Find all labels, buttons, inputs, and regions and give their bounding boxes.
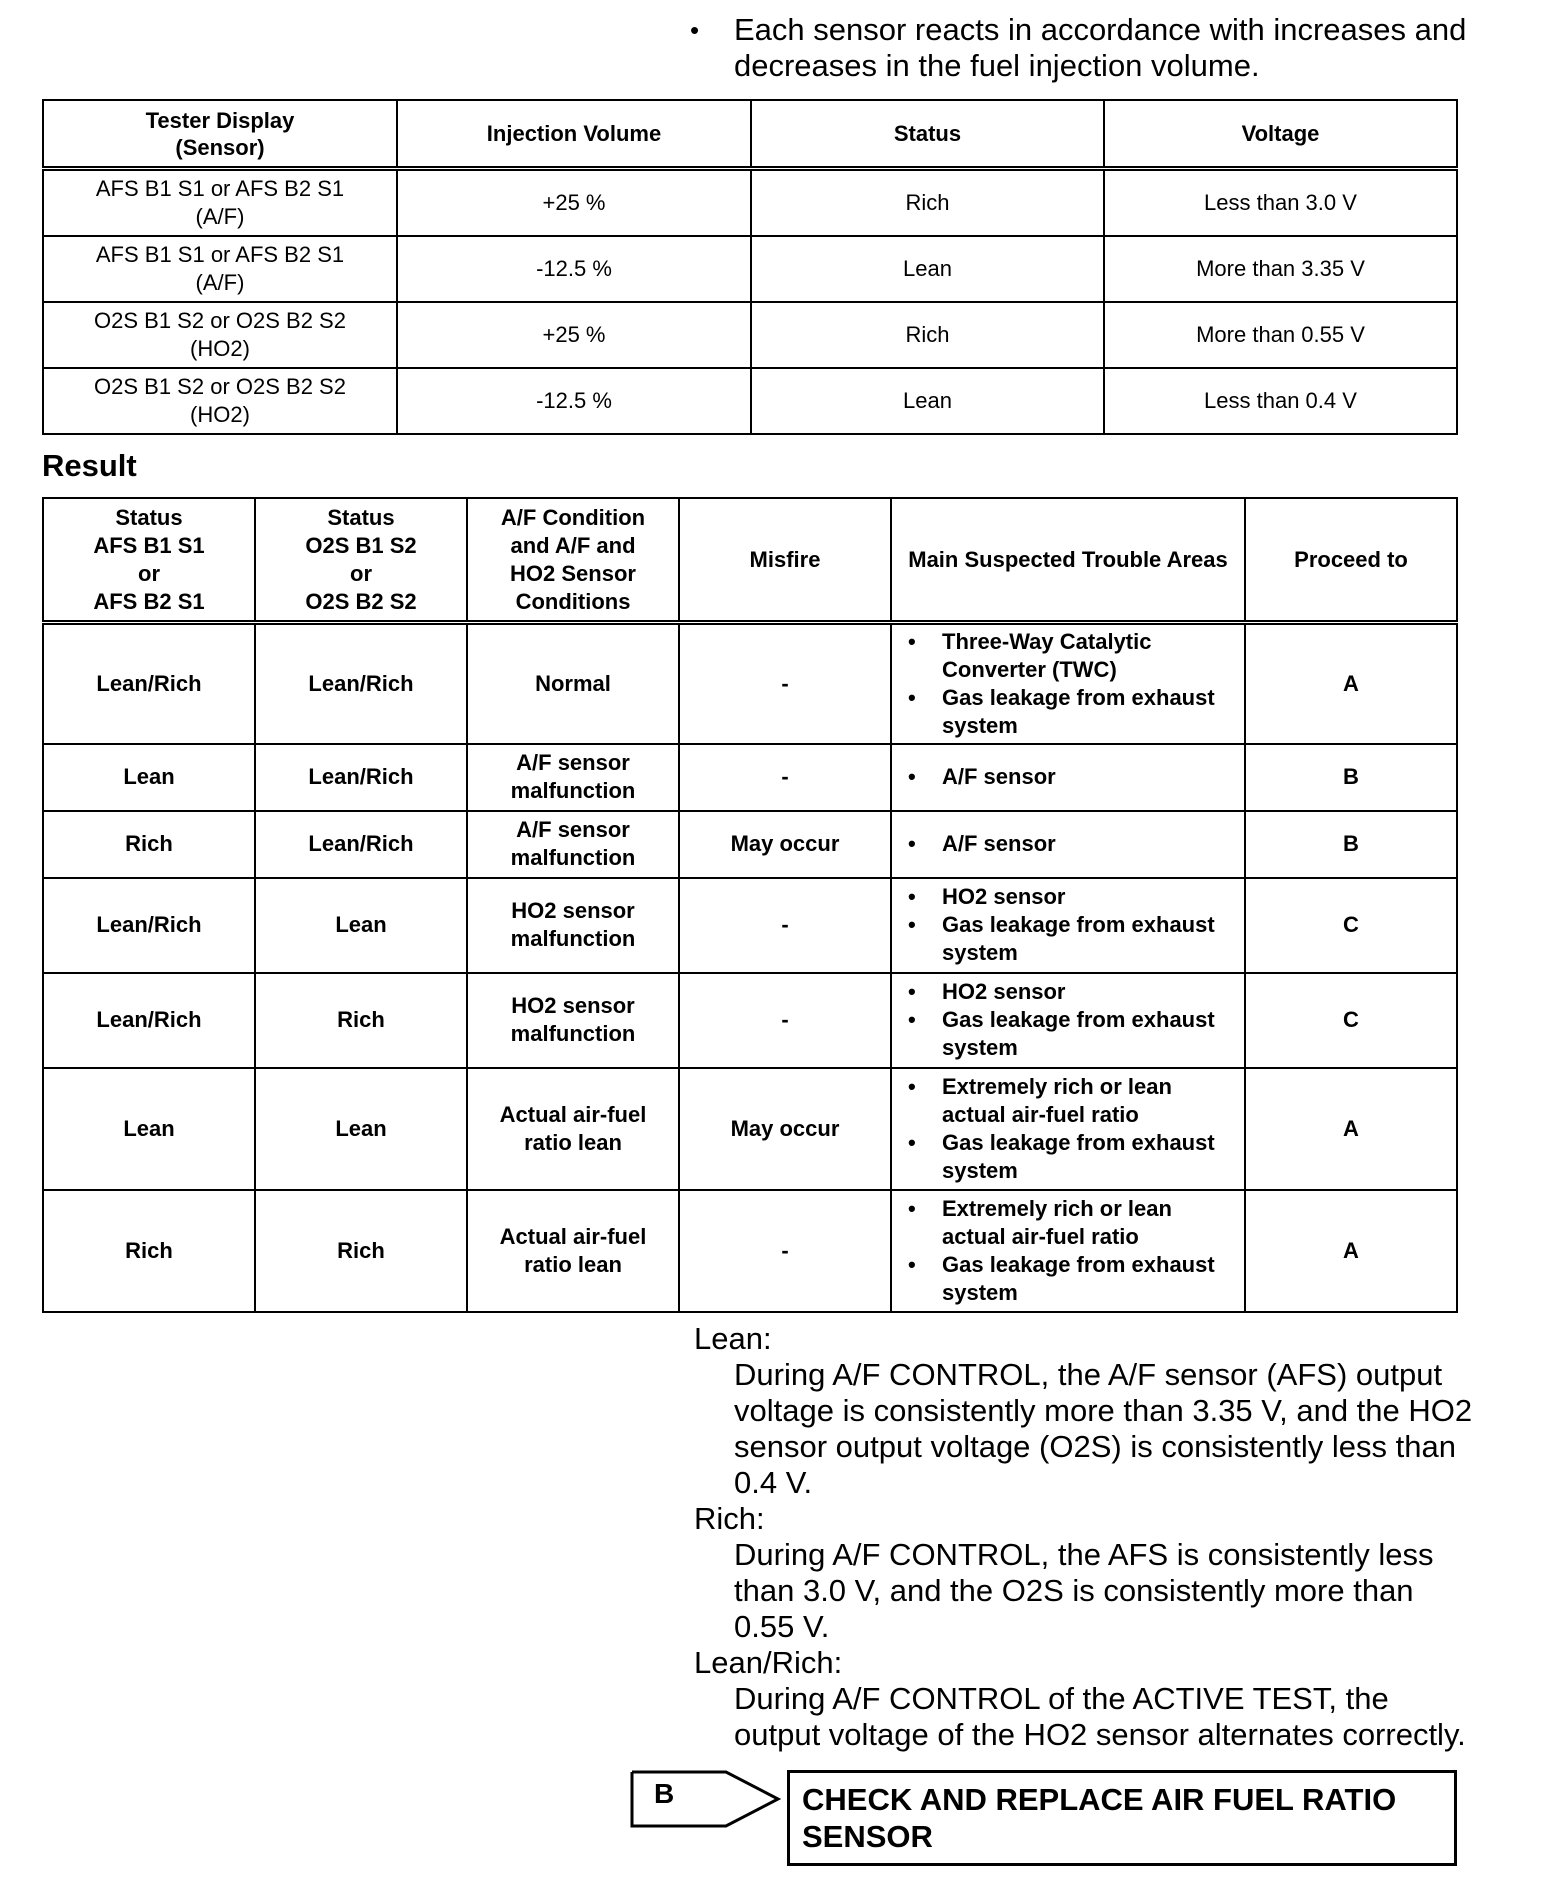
table-row: [43, 744, 1457, 811]
status-cell: Rich: [751, 302, 1104, 368]
proceed-cell: C: [1245, 878, 1457, 973]
misfire-cell: May occur: [679, 811, 891, 878]
proceed-cell: A: [1245, 1068, 1457, 1190]
misfire-cell: -: [679, 623, 891, 744]
header-injection-volume: Injection Volume: [397, 100, 751, 169]
afs-status-cell: Lean: [43, 1068, 255, 1190]
injection-cell: -12.5 %: [397, 236, 751, 302]
sensor-cell: O2S B1 S2 or O2S B2 S2 (HO2): [43, 302, 397, 368]
condition-cell: A/F sensor malfunction: [467, 811, 679, 878]
trouble-areas-cell: [891, 811, 1245, 878]
table-row: [43, 169, 1457, 237]
header-status-o2s: Status O2S B1 S2 or O2S B2 S2: [255, 498, 467, 623]
proceed-cell: A: [1245, 623, 1457, 744]
result-heading: Result: [42, 448, 137, 483]
action-title: CHECK AND REPLACE AIR FUEL RATIO SENSOR: [802, 1782, 1397, 1854]
header-trouble-areas: Main Suspected Trouble Areas: [891, 498, 1245, 623]
afs-status-cell: Rich: [43, 1190, 255, 1312]
list-item: • A/F sensor: [900, 830, 1238, 858]
misfire-cell: May occur: [679, 1068, 891, 1190]
proceed-arrow-icon: [630, 1770, 782, 1828]
voltage-cell: Less than 0.4 V: [1104, 368, 1457, 434]
injection-cell: -12.5 %: [397, 368, 751, 434]
list-item: • Extremely rich or lean actual air-fuel ratio: [900, 1195, 1238, 1251]
list-item: • HO2 sensor: [900, 978, 1238, 1006]
definition-term: Rich:: [694, 1501, 765, 1536]
table-row: [43, 623, 1457, 744]
condition-cell: HO2 sensor malfunction: [467, 973, 679, 1068]
result-table: [42, 497, 1458, 1313]
trouble-areas-cell: [891, 973, 1245, 1068]
list-item: • Gas leakage from exhaust system: [900, 684, 1238, 740]
list-item: • Gas leakage from exhaust system: [900, 1006, 1238, 1062]
definition-term: Lean:: [694, 1321, 772, 1356]
table-row: [43, 368, 1457, 434]
header-tester-display: Tester Display (Sensor): [43, 100, 397, 169]
afs-status-cell: Lean/Rich: [43, 623, 255, 744]
trouble-areas-cell: [891, 744, 1245, 811]
header-af-condition: A/F Condition and A/F and HO2 Sensor Conditions: [467, 498, 679, 623]
injection-cell: +25 %: [397, 302, 751, 368]
trouble-areas-cell: [891, 623, 1245, 744]
header-voltage: Voltage: [1104, 100, 1457, 169]
proceed-cell: A: [1245, 1190, 1457, 1312]
afs-status-cell: Lean/Rich: [43, 973, 255, 1068]
proceed-cell: B: [1245, 744, 1457, 811]
table-row: [43, 811, 1457, 878]
list-item: • A/F sensor: [900, 763, 1238, 791]
o2s-status-cell: Rich: [255, 973, 467, 1068]
bullet-icon: •: [690, 15, 700, 45]
proceed-label: B: [654, 1778, 675, 1809]
condition-cell: Actual air-fuel ratio lean: [467, 1068, 679, 1190]
o2s-status-cell: Lean: [255, 1068, 467, 1190]
list-item: • Extremely rich or lean actual air-fuel ratio: [900, 1073, 1238, 1129]
misfire-cell: -: [679, 744, 891, 811]
list-item: • Three-Way Catalytic Converter (TWC): [900, 628, 1238, 684]
sensor-reaction-table: [42, 99, 1458, 435]
intro-bullet: [690, 12, 1490, 84]
misfire-cell: -: [679, 973, 891, 1068]
condition-cell: Normal: [467, 623, 679, 744]
trouble-areas-cell: [891, 1190, 1245, 1312]
trouble-areas-cell: [891, 1068, 1245, 1190]
afs-status-cell: Rich: [43, 811, 255, 878]
action-box: [787, 1770, 1457, 1866]
table-header-row: [43, 498, 1457, 623]
list-item: • Gas leakage from exhaust system: [900, 911, 1238, 967]
definition-text: During A/F CONTROL, the AFS is consistently less than 3.0 V, and the O2S is consistently more than 0.55 V.: [734, 1537, 1434, 1644]
definition-term: Lean/Rich:: [694, 1645, 843, 1680]
definitions: [694, 1321, 1474, 1753]
o2s-status-cell: Lean/Rich: [255, 623, 467, 744]
o2s-status-cell: Lean/Rich: [255, 811, 467, 878]
header-status-afs: Status AFS B1 S1 or AFS B2 S1: [43, 498, 255, 623]
header-status: Status: [751, 100, 1104, 169]
o2s-status-cell: Rich: [255, 1190, 467, 1312]
status-cell: Lean: [751, 236, 1104, 302]
proceed-cell: C: [1245, 973, 1457, 1068]
proceed-cell: B: [1245, 811, 1457, 878]
sensor-cell: AFS B1 S1 or AFS B2 S1 (A/F): [43, 169, 397, 237]
voltage-cell: More than 3.35 V: [1104, 236, 1457, 302]
table-row: [43, 878, 1457, 973]
condition-cell: HO2 sensor malfunction: [467, 878, 679, 973]
afs-status-cell: Lean: [43, 744, 255, 811]
condition-cell: Actual air-fuel ratio lean: [467, 1190, 679, 1312]
misfire-cell: -: [679, 1190, 891, 1312]
misfire-cell: -: [679, 878, 891, 973]
list-item: • Gas leakage from exhaust system: [900, 1251, 1238, 1307]
sensor-cell: AFS B1 S1 or AFS B2 S1 (A/F): [43, 236, 397, 302]
intro-text: Each sensor reacts in accordance with increases and decreases in the fuel injection volume.: [734, 12, 1467, 83]
status-cell: Rich: [751, 169, 1104, 237]
trouble-areas-cell: [891, 878, 1245, 973]
condition-cell: A/F sensor malfunction: [467, 744, 679, 811]
list-item: • Gas leakage from exhaust system: [900, 1129, 1238, 1185]
definition-text: During A/F CONTROL, the A/F sensor (AFS) output voltage is consistently more than 3.35 V, and the HO2 sensor output voltage (O2S) is consistently less than 0.4 V.: [734, 1357, 1473, 1500]
status-cell: Lean: [751, 368, 1104, 434]
voltage-cell: More than 0.55 V: [1104, 302, 1457, 368]
o2s-status-cell: Lean/Rich: [255, 744, 467, 811]
sensor-cell: O2S B1 S2 or O2S B2 S2 (HO2): [43, 368, 397, 434]
table-row: [43, 236, 1457, 302]
o2s-status-cell: Lean: [255, 878, 467, 973]
injection-cell: +25 %: [397, 169, 751, 237]
header-proceed-to: Proceed to: [1245, 498, 1457, 623]
table-header-row: [43, 100, 1457, 169]
list-item: • HO2 sensor: [900, 883, 1238, 911]
header-misfire: Misfire: [679, 498, 891, 623]
table-row: [43, 973, 1457, 1068]
afs-status-cell: Lean/Rich: [43, 878, 255, 973]
definition-text: During A/F CONTROL of the ACTIVE TEST, the output voltage of the HO2 sensor alternates correctly.: [734, 1681, 1466, 1752]
table-row: [43, 1190, 1457, 1312]
table-row: [43, 1068, 1457, 1190]
table-row: [43, 302, 1457, 368]
voltage-cell: Less than 3.0 V: [1104, 169, 1457, 237]
